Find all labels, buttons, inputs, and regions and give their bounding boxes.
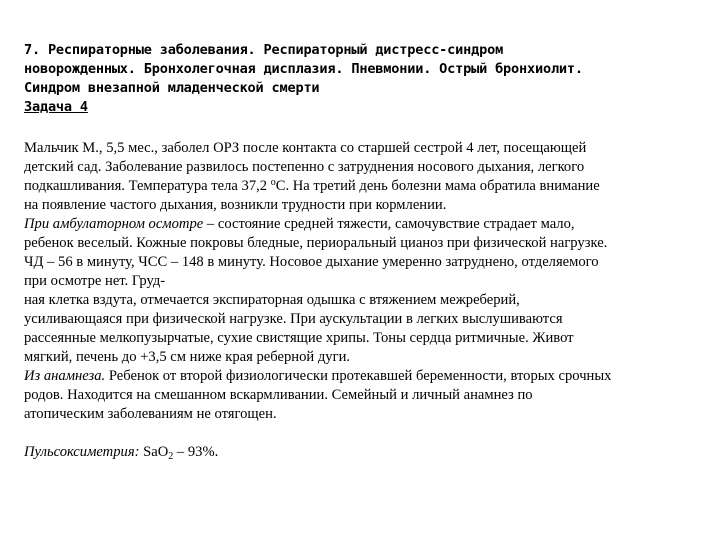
case-line: родов. Находится на смешанном вскармливании. Семейный и личный анамнез по xyxy=(24,387,533,403)
oxygen-subscript: 2 xyxy=(168,451,174,462)
case-line-rest: С. На третий день болезни мама обратила внимание xyxy=(275,178,600,194)
spacer xyxy=(24,424,704,443)
heading-line-1: 7. Респираторные заболевания. Респираторный дистресс-синдром xyxy=(24,42,504,58)
case-line: ЧД – 56 в минуту, ЧСС – 148 в минуту. Носовое дыхание умеренно затруднено, отделяемого xyxy=(24,254,599,270)
pulse-oximetry-value: SaO xyxy=(139,444,169,460)
heading-line-3: Синдром внезапной младенческой смерти xyxy=(24,80,320,96)
case-line: мягкий, печень до +3,5 см ниже края реберной дуги. xyxy=(24,349,351,365)
case-line: ная клетка вздута, отмечается экспираторная одышка с втяжением межреберий, xyxy=(24,292,520,308)
exam-label: При амбулаторном осмотре xyxy=(24,216,204,232)
task-number: Задача 4 xyxy=(24,99,88,115)
anamnesis-label: Из анамнеза. xyxy=(24,368,106,384)
case-line: усиливающаяся при физической нагрузке. При аускультации в легких выслушиваются xyxy=(24,311,563,327)
case-line: атопическим заболеваниям не отягощен. xyxy=(24,406,277,422)
case-description xyxy=(24,139,704,462)
case-line: детский сад. Заболевание развилось постепенно с затруднения носового дыхания, легкого xyxy=(24,159,585,175)
temperature-text: подкашливания. Температура тела 37,2 xyxy=(24,178,271,194)
case-line xyxy=(24,367,704,386)
case-line-rest: Ребенок от второй физиологически протекавшей беременности, вторых срочных xyxy=(105,368,612,384)
case-line xyxy=(24,177,704,196)
pulse-oximetry-line xyxy=(24,443,704,462)
case-line: ребенок веселый. Кожные покровы бледные, периоральный цианоз при физической нагрузке. xyxy=(24,235,608,251)
case-line xyxy=(24,215,704,234)
case-line: Мальчик М., 5,5 мес., заболел ОРЗ после контакта со старшей сестрой 4 лет, посещающей xyxy=(24,140,587,156)
case-line: при осмотре нет. Груд- xyxy=(24,273,166,289)
pulse-oximetry-percent: – 93%. xyxy=(173,444,219,460)
case-line: рассеянные мелкопузырчатые, сухие свистящие хрипы. Тоны сердца ритмичные. Живот xyxy=(24,330,574,346)
degree-mark: о xyxy=(270,177,276,188)
pulse-oximetry-label: Пульсоксиметрия: xyxy=(24,444,140,460)
case-line: на появление частого дыхания, возникли трудности при кормлении. xyxy=(24,197,447,213)
slide-heading xyxy=(24,41,718,117)
case-line-rest: – состояние средней тяжести, самочувствие страдает мало, xyxy=(203,216,575,232)
heading-line-2: новорожденных. Бронхолегочная дисплазия. Пневмонии. Острый бронхиолит. xyxy=(24,61,583,77)
